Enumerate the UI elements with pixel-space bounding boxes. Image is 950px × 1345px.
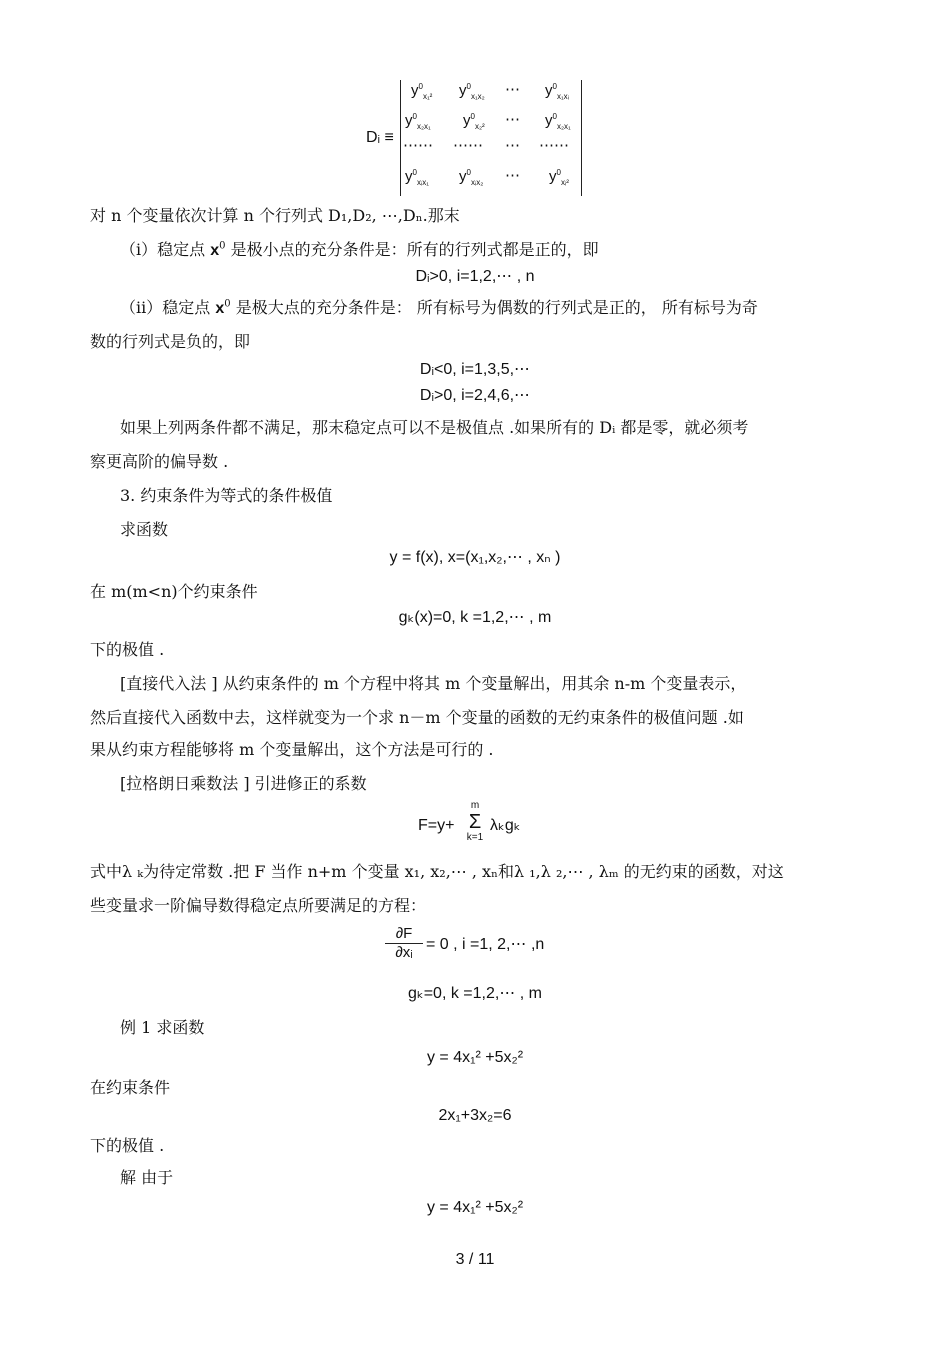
paragraph-line: 下的极值 . [90, 640, 165, 659]
paragraph-line: 如果上列两条件都不满足，那末稳定点可以不是极值点 .如果所有的 Dᵢ 都是零，就必须考 [120, 418, 749, 437]
matrix-dots: ⋯ [505, 167, 520, 184]
partial-fraction: $\frac{\partial F}{\text{∂xᵢ}}$ [385, 925, 423, 961]
paragraph-line: 数的行列式是负的，即 [90, 332, 251, 351]
summation-symbol: m Σ k=1 [466, 800, 484, 843]
equation: y = 4x₁² +5x₂² [426, 1049, 524, 1066]
matrix-dots: ⋯⋯ [403, 137, 433, 154]
matrix-cell: $y^0_{xᵢ^2}$ [549, 168, 569, 187]
page-number: 3 / 11 [455, 1251, 495, 1268]
matrix-cell: $y^0_{x_2x_1}$ [405, 112, 431, 131]
condition-min: （i）稳定点 $x^0$ 是极小点的充分条件是：所有的行列式都是正的，即 [120, 240, 599, 259]
equation: Dᵢ>0, i=1,2,⋯ , n [415, 268, 535, 285]
paragraph-line: 解 由于 [120, 1168, 174, 1187]
matrix-dots: ⋯⋯ [539, 137, 569, 154]
lagrange-rhs: λₖgₖ [490, 817, 521, 834]
paragraph-line: 求函数 [120, 520, 169, 539]
determinant-matrix [400, 80, 582, 196]
matrix-cell: $y^0_{x_1xᵢ}$ [545, 82, 569, 101]
paragraph-line: 在约束条件 [90, 1078, 171, 1097]
paragraph-line: 察更高阶的偏导数 . [90, 452, 229, 471]
equation: Dᵢ>0, i=2,4,6,⋯ [419, 387, 531, 404]
lagrange-lhs: F=y+ [418, 817, 455, 834]
equation: = 0 , i =1, 2,⋯ ,n [426, 936, 545, 953]
equation: 2x₁+3x₂=6 [438, 1107, 512, 1124]
equation: y = f(x), x=(x₁,x₂,⋯ , xₙ ) [389, 549, 561, 566]
matrix-cell: $y^0_{xᵢx_1}$ [405, 168, 429, 187]
matrix-cell: $y^0_{x_2x_1}$ [545, 112, 571, 131]
equation: gₖ(x)=0, k =1,2,⋯ , m [398, 609, 552, 626]
matrix-dots: ⋯ [505, 81, 520, 98]
matrix-cell: $y^0_{x_1x_2}$ [459, 82, 485, 101]
paragraph-line: 果从约束方程能够将 m 个变量解出，这个方法是可行的 . [90, 740, 494, 759]
matrix-dots: ⋯ [505, 137, 520, 154]
section-heading: 3. 约束条件为等式的条件极值 [120, 486, 333, 505]
matrix-dots: ⋯⋯ [453, 137, 483, 154]
paragraph-line: 下的极值 . [90, 1136, 165, 1155]
paragraph-line: 然后直接代入函数中去，这样就变为一个求 n－m 个变量的函数的无约束条件的极值问题 .如 [90, 708, 744, 727]
matrix-cell: $y^0_{xᵢx_2}$ [459, 168, 484, 187]
paragraph-line: 在 m(m<n)个约束条件 [90, 582, 258, 601]
determinant-label: Dᵢ ≡ [366, 129, 394, 146]
paragraph-line: 式中λ ₖ为待定常数 .把 F 当作 n+m 个变量 x₁, x₂,⋯ , xₙ和λ ₁,λ ₂,⋯ , λₘ 的无约束的函数，对这 [90, 862, 784, 881]
equation: Dᵢ<0, i=1,3,5,⋯ [419, 361, 531, 378]
paragraph-line: [拉格朗日乘数法 ] 引进修正的系数 [120, 774, 367, 793]
matrix-cell: $y^0_{x_2^2}$ [463, 112, 485, 131]
equation: y = 4x₁² +5x₂² [426, 1199, 524, 1216]
matrix-dots: ⋯ [505, 111, 520, 128]
matrix-cell: $y^0_{x_1^2}$ [411, 82, 433, 101]
paragraph-line: [直接代入法 ] 从约束条件的 m 个方程中将其 m 个变量解出，用其余 n-m 个变量表示， [120, 674, 747, 693]
condition-max: （ii）稳定点 $x^0$ 是极大点的充分条件是： 所有标号为偶数的行列式是正的， 所有标号为奇 [120, 298, 758, 317]
paragraph-line: 对 n 个变量依次计算 n 个行列式 D₁,D₂, ⋯,Dₙ.那末 [90, 206, 460, 225]
paragraph-line: 些变量求一阶偏导数得稳定点所要满足的方程： [90, 896, 427, 915]
equation: gₖ=0, k =1,2,⋯ , m [408, 985, 542, 1002]
example-heading: 例 1 求函数 [120, 1018, 205, 1037]
